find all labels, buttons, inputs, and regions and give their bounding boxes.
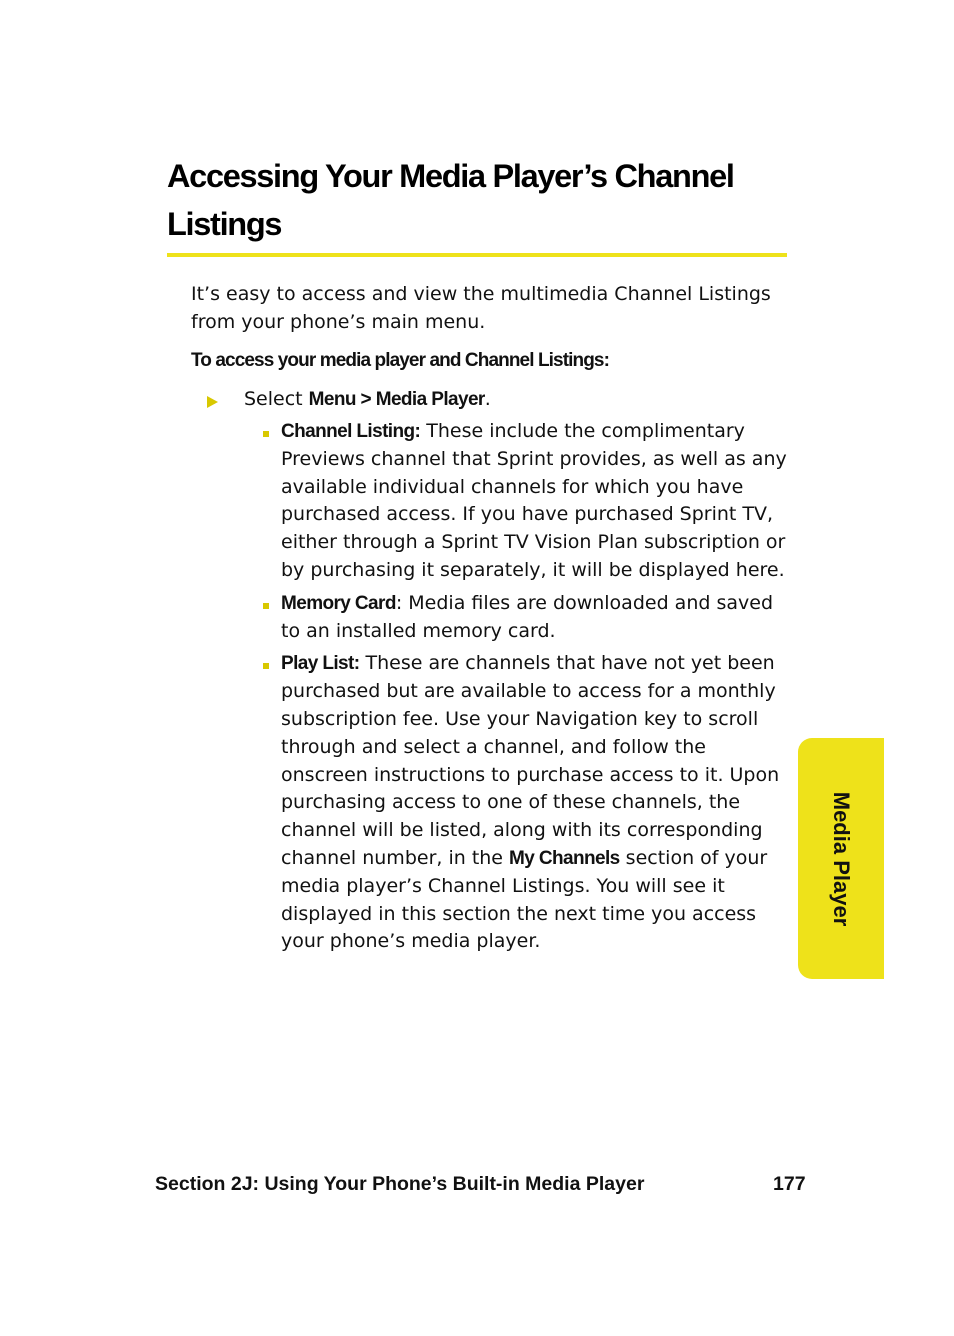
step-suffix: . (484, 388, 491, 410)
title-underline (167, 253, 787, 257)
list-item-play-list (258, 650, 798, 956)
menu-separator: > (355, 389, 376, 410)
my-channels-label: My Channels (509, 847, 620, 869)
square-bullet-icon (263, 431, 269, 437)
option-list (258, 418, 798, 961)
step-prefix: Select (244, 388, 309, 410)
square-bullet-icon (263, 603, 269, 609)
option-description: These are channels that have not yet been purchased but are available to access for a monthly subscription fee. Use your Navigation key to scroll through and select a channel, and follow the onscreen instructions to purchase access to it. Upon purchasing access to one of these channels, the channel will be listed, along with its corresponding channel number, in the (281, 652, 780, 869)
option-term: Memory Card (281, 592, 396, 614)
square-bullet-icon (263, 663, 269, 669)
side-tab-label: Media Player (829, 791, 854, 926)
option-term: Channel Listing: (281, 421, 421, 442)
section-side-tab (798, 738, 884, 979)
list-item-memory-card (258, 590, 798, 646)
footer-section-title: Section 2J: Using Your Phone’s Built-in Media Player (155, 1173, 645, 1195)
page-title: Accessing Your Media Player’s Channel Listings (167, 158, 734, 242)
triangle-bullet-icon (207, 396, 218, 408)
step-text (244, 385, 491, 414)
option-description: These include the complimentary Previews channel that Sprint provides, as well as any available individual channels for which you have purchased access. If you have purchased Sprint TV, either through a Sprint TV Vision Plan subscription or by purchasing it separately, it will be displayed here. (281, 420, 787, 581)
option-term: Play List: (281, 653, 360, 675)
intro-paragraph: It’s easy to access and view the multimedia Channel Listings from your phone’s main menu. (191, 283, 771, 333)
page-number: 177 (773, 1173, 806, 1195)
media-player-label: Media Player (375, 389, 485, 410)
option-description: : Media files are downloaded and saved to an installed memory card. (281, 591, 773, 642)
menu-label: Menu (308, 389, 356, 410)
procedure-heading: To access your media player and Channel Listings: (191, 350, 610, 371)
option-description-end: section of your media player’s Channel Listings. You will see it displayed in this section the next time you access your phone’s media player. (281, 846, 768, 953)
list-item-channel-listing (258, 418, 798, 585)
